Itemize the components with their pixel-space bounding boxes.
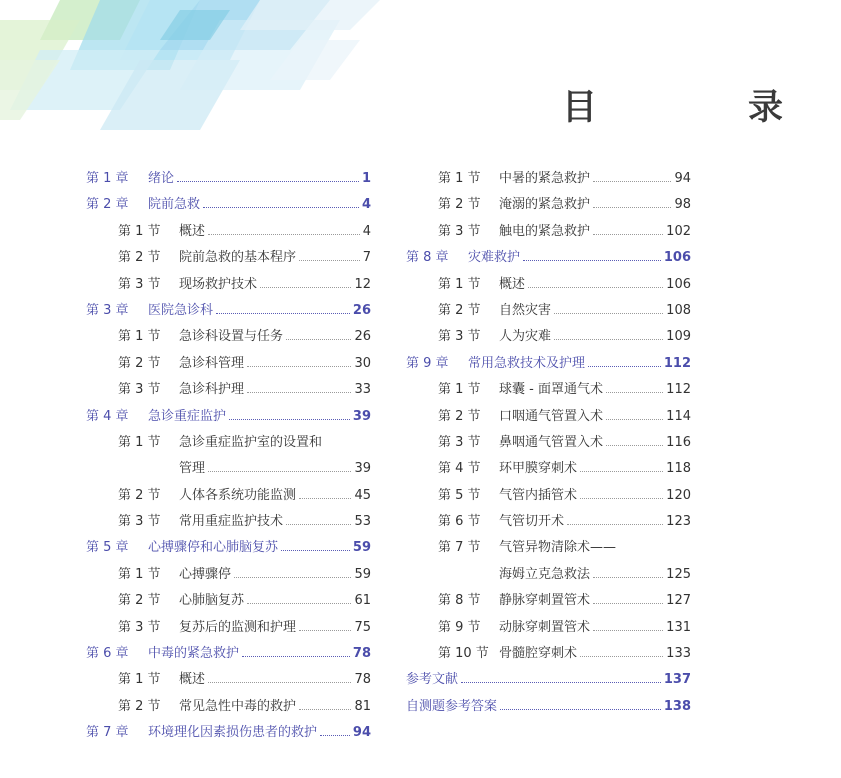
toc-chapter-entry[interactable] <box>86 405 371 431</box>
toc-chapter-entry[interactable] <box>86 721 371 747</box>
toc-section-entry[interactable] <box>406 510 691 536</box>
toc-entry-title: 管理 <box>179 461 206 477</box>
toc-page-number: 112 <box>666 382 691 398</box>
dot-leader <box>523 259 661 261</box>
toc-page-number: 120 <box>666 487 691 503</box>
dot-leader <box>554 338 663 340</box>
toc-entry-title: 绪论 <box>148 171 175 186</box>
dot-leader <box>234 576 351 578</box>
toc-section-entry[interactable] <box>86 510 371 536</box>
dot-leader <box>320 734 350 736</box>
toc-entry-number: 第 1 节 <box>438 276 481 292</box>
toc-entry-number: 第 5 章 <box>86 540 129 556</box>
dot-leader <box>606 391 663 393</box>
toc-entry-label <box>118 616 296 635</box>
toc-page-number: 61 <box>354 593 371 609</box>
toc-entry-title: 现场救护技术 <box>179 276 258 292</box>
toc-page-number: 81 <box>354 698 371 714</box>
toc-entry-number: 第 1 节 <box>438 171 481 186</box>
toc-entry-title: 自测题参考答案 <box>406 698 498 714</box>
toc-entry-number: 第 4 章 <box>86 408 129 424</box>
toc-entry-label <box>406 246 520 265</box>
dot-leader <box>247 602 351 604</box>
toc-page-number: 1 <box>361 171 371 186</box>
toc-entry-number: 第 2 节 <box>438 302 481 318</box>
toc-section-entry[interactable] <box>406 616 691 642</box>
dot-leader <box>299 259 360 261</box>
toc-entry-title: 急诊科护理 <box>179 382 245 398</box>
toc-section-entry[interactable] <box>86 457 371 483</box>
toc-section-entry[interactable] <box>406 642 691 668</box>
toc-entry-label <box>438 431 603 450</box>
toc-page-number: 26 <box>354 329 371 345</box>
toc-entry-label <box>438 510 564 529</box>
toc-section-entry[interactable] <box>406 405 691 431</box>
toc-entry-number: 第 2 节 <box>438 408 481 424</box>
toc-entry-title: 急诊科设置与任务 <box>179 329 284 345</box>
toc-entry-label <box>86 167 174 186</box>
dot-leader <box>286 523 351 525</box>
dot-leader <box>208 233 360 235</box>
toc-entry-label <box>438 273 525 292</box>
toc-section-entry[interactable] <box>406 273 691 299</box>
toc-entry-title: 医院急诊科 <box>148 302 214 318</box>
toc-page-number: 109 <box>666 329 691 345</box>
dot-leader <box>229 418 350 420</box>
toc-entry-number: 第 3 节 <box>118 382 161 398</box>
dot-leader <box>242 655 350 657</box>
toc-entry-number: 第 1 节 <box>118 223 161 239</box>
toc-entry-label <box>118 563 231 582</box>
toc-section-entry[interactable] <box>406 457 691 483</box>
toc-entry-label <box>118 510 283 529</box>
toc-entry-number: 第 6 节 <box>438 514 481 530</box>
toc-entry-label <box>438 220 590 239</box>
dot-leader <box>593 602 663 604</box>
toc-chapter-entry[interactable] <box>86 299 371 325</box>
toc-page-number: 106 <box>663 250 691 266</box>
toc-entry-label <box>118 246 296 265</box>
toc-entry-number: 第 3 节 <box>438 329 481 345</box>
toc-entry-title: 心搏骤停 <box>179 566 232 582</box>
toc-entry-label <box>118 431 322 450</box>
toc-entry-label <box>438 378 603 397</box>
toc-entry-label <box>118 325 283 344</box>
toc-entry-number: 第 10 节 <box>438 646 489 662</box>
toc-section-entry[interactable] <box>86 220 371 246</box>
toc-entry-number: 第 9 节 <box>438 619 481 635</box>
dot-leader <box>580 655 663 657</box>
toc-entry-title: 中毒的紧急救护 <box>148 646 240 662</box>
toc-page-number: 39 <box>352 408 371 424</box>
toc-page-number: 7 <box>362 250 371 266</box>
toc-entry-number: 第 3 节 <box>118 619 161 635</box>
toc-section-entry[interactable] <box>406 563 691 589</box>
toc-page-number: 4 <box>362 223 371 239</box>
toc-page-number: 106 <box>666 276 691 292</box>
toc-entry-label <box>118 484 296 503</box>
toc-page-number: 116 <box>666 434 691 450</box>
toc-section-entry[interactable] <box>406 220 691 246</box>
toc-entry-title: 院前急救 <box>148 197 201 213</box>
dot-leader <box>500 708 661 710</box>
decorative-banner <box>0 0 380 140</box>
toc-entry-number: 第 7 节 <box>438 540 481 556</box>
toc-section-entry[interactable] <box>406 378 691 404</box>
dot-leader <box>554 312 663 314</box>
toc-entry-label <box>438 536 616 555</box>
toc-chapter-entry[interactable] <box>406 352 691 378</box>
toc-entry-title: 概述 <box>179 672 206 688</box>
toc-page-number: 4 <box>361 197 371 213</box>
toc-entry-title: 口咽通气管置入术 <box>499 408 604 424</box>
toc-entry-label <box>118 352 244 371</box>
toc-entry-title: 中暑的紧急救护 <box>499 171 591 186</box>
toc-page-number: 39 <box>354 461 371 477</box>
toc-entry-title: 自然灾害 <box>499 302 552 318</box>
toc-entry-label <box>118 220 205 239</box>
dot-leader <box>260 286 351 288</box>
toc-entry-title: 骨髓腔穿刺术 <box>499 646 578 662</box>
toc-entry-title: 概述 <box>499 276 526 292</box>
toc-section-entry[interactable] <box>86 378 371 404</box>
toc-entry-number: 第 6 章 <box>86 646 129 662</box>
toc-entry-number: 第 3 节 <box>118 276 161 292</box>
toc-page-number: 123 <box>666 514 691 530</box>
toc-page-number: 112 <box>663 355 691 371</box>
toc-entry-title: 人为灾难 <box>499 329 552 345</box>
toc-entry-label <box>118 378 244 397</box>
dot-leader <box>606 444 663 446</box>
toc-section-entry[interactable] <box>86 668 371 694</box>
toc-entry-number: 第 2 节 <box>118 355 161 371</box>
toc-section-entry[interactable] <box>406 193 691 219</box>
toc-entry-number: 第 1 节 <box>438 382 481 398</box>
toc-entry-title: 静脉穿刺置管术 <box>499 593 591 609</box>
toc-entry-number: 第 2 节 <box>118 487 161 503</box>
toc-entry-number: 第 2 节 <box>438 197 481 213</box>
dot-leader <box>567 523 663 525</box>
toc-entry-title: 球囊 - 面罩通气术 <box>499 382 603 398</box>
toc-entry-title: 复苏后的监测和护理 <box>179 619 297 635</box>
toc-section-entry[interactable] <box>406 431 691 457</box>
toc-section-entry[interactable] <box>86 484 371 510</box>
toc-entry-number: 第 5 节 <box>438 487 481 503</box>
toc-entry-label <box>438 589 590 608</box>
dot-leader <box>588 365 661 367</box>
toc-page-number: 94 <box>352 725 371 741</box>
toc-section-entry[interactable] <box>86 273 371 299</box>
toc-section-entry[interactable] <box>86 695 371 721</box>
toc-entry-title: 参考文献 <box>406 672 459 688</box>
toc-entry-number: 第 8 章 <box>406 250 449 266</box>
toc-entry-number: 第 2 节 <box>118 250 161 266</box>
toc-chapter-entry[interactable] <box>86 167 371 193</box>
toc-entry-label <box>86 721 317 740</box>
dot-leader <box>528 286 663 288</box>
toc-entry-label <box>406 668 458 687</box>
toc-entry-label <box>438 616 590 635</box>
dot-leader <box>177 180 359 182</box>
dot-leader <box>247 365 351 367</box>
toc-entry-title: 院前急救的基本程序 <box>179 250 297 266</box>
toc-entry-number: 第 3 章 <box>86 302 129 318</box>
toc-page-number: 138 <box>663 698 691 714</box>
toc-entry-title: 鼻咽通气管置入术 <box>499 434 604 450</box>
page-title: 目 录 <box>562 88 841 128</box>
dot-leader <box>208 681 351 683</box>
toc-entry-label <box>179 457 205 476</box>
toc-section-entry[interactable] <box>86 246 371 272</box>
toc-chapter-entry[interactable] <box>86 536 371 562</box>
toc-section-entry[interactable] <box>86 431 371 457</box>
toc-entry-label <box>438 484 577 503</box>
toc-entry-title: 急诊重症监护 <box>148 408 227 424</box>
toc-section-entry[interactable] <box>406 536 691 562</box>
toc-entry-title: 气管异物清除术—— <box>499 540 617 556</box>
toc-entry-number: 第 1 章 <box>86 171 129 186</box>
toc-entry-number: 第 1 节 <box>118 434 161 450</box>
toc-section-entry[interactable] <box>406 484 691 510</box>
toc-page-number: 102 <box>666 223 691 239</box>
toc-entry-label <box>438 167 590 186</box>
toc-entry-label <box>438 193 590 212</box>
toc-page-number: 75 <box>354 619 371 635</box>
toc-page-number: 78 <box>354 672 371 688</box>
toc-entry-title: 气管内插管术 <box>499 487 578 503</box>
toc-page-number: 108 <box>666 302 691 318</box>
toc-entry-title: 概述 <box>179 223 206 239</box>
toc-appendix-entry[interactable] <box>406 695 691 721</box>
toc-page-number: 137 <box>663 672 691 688</box>
toc-section-entry[interactable] <box>406 299 691 325</box>
dot-leader <box>593 629 663 631</box>
toc-entry-number: 第 2 节 <box>118 593 161 609</box>
toc-chapter-entry[interactable] <box>86 642 371 668</box>
toc-entry-label <box>438 325 551 344</box>
toc-entry-number: 第 1 节 <box>118 566 161 582</box>
toc-entry-label <box>86 193 200 212</box>
toc-entry-label <box>86 299 213 318</box>
toc-entry-number: 第 7 章 <box>86 725 129 741</box>
dot-leader <box>593 576 663 578</box>
toc-entry-title: 常用重症监护技术 <box>179 514 284 530</box>
dot-leader <box>299 629 351 631</box>
toc-section-entry[interactable] <box>86 352 371 378</box>
toc-entry-label <box>438 642 577 661</box>
toc-page-number: 59 <box>352 540 371 556</box>
toc-entry-title: 人体各系统功能监测 <box>179 487 297 503</box>
toc-chapter-entry[interactable] <box>406 246 691 272</box>
toc-entry-title: 环甲膜穿刺术 <box>499 461 578 477</box>
toc-entry-title: 心搏骤停和心肺脑复苏 <box>148 540 279 556</box>
toc-entry-number: 第 9 章 <box>406 355 449 371</box>
toc-page-number: 118 <box>666 461 691 477</box>
toc-entry-label <box>118 589 244 608</box>
toc-entry-title: 灾难救护 <box>468 250 521 266</box>
toc-entry-number: 第 2 章 <box>86 197 129 213</box>
dot-leader <box>461 681 661 683</box>
toc-entry-label <box>499 563 590 582</box>
toc-entry-label <box>118 273 257 292</box>
toc-left-column <box>86 167 371 748</box>
dot-leader <box>580 497 663 499</box>
toc-section-entry[interactable] <box>86 589 371 615</box>
toc-right-column <box>406 167 691 721</box>
toc-entry-number: 第 4 节 <box>438 461 481 477</box>
dot-leader <box>593 180 671 182</box>
toc-page-number: 78 <box>352 646 371 662</box>
toc-entry-number: 第 1 节 <box>118 329 161 345</box>
dot-leader <box>281 549 350 551</box>
dot-leader <box>247 391 351 393</box>
toc-entry-title: 环境理化因素损伤患者的救护 <box>148 725 318 741</box>
toc-entry-label <box>86 642 239 661</box>
toc-entry-number: 第 8 节 <box>438 593 481 609</box>
dot-leader <box>208 470 351 472</box>
toc-page-number: 98 <box>674 197 691 213</box>
toc-entry-label <box>438 405 603 424</box>
dot-leader <box>286 338 351 340</box>
toc-entry-title: 海姆立克急救法 <box>499 566 591 582</box>
toc-chapter-entry[interactable] <box>86 193 371 219</box>
toc-entry-label <box>86 405 226 424</box>
dot-leader <box>580 470 663 472</box>
toc-page-number: 26 <box>352 302 371 318</box>
toc-page-number: 125 <box>666 566 691 582</box>
toc-entry-label <box>438 299 551 318</box>
dot-leader <box>216 312 350 314</box>
toc-entry-title: 心肺脑复苏 <box>179 593 245 609</box>
toc-section-entry[interactable] <box>406 167 691 193</box>
dot-leader <box>299 497 351 499</box>
toc-page-number: 33 <box>354 382 371 398</box>
toc-page-number: 114 <box>666 408 691 424</box>
toc-page-number: 45 <box>354 487 371 503</box>
toc-entry-label <box>118 695 296 714</box>
toc-entry-number: 第 1 节 <box>118 672 161 688</box>
toc-page-number: 127 <box>666 593 691 609</box>
toc-page-number: 53 <box>354 514 371 530</box>
toc-section-entry[interactable] <box>86 325 371 351</box>
toc-entry-label <box>406 352 585 371</box>
toc-page-number: 12 <box>354 276 371 292</box>
toc-page-number: 30 <box>354 355 371 371</box>
toc-entry-title: 触电的紧急救护 <box>499 223 591 239</box>
toc-entry-title: 急诊重症监护室的设置和 <box>179 434 323 450</box>
dot-leader <box>593 206 671 208</box>
toc-entry-title: 气管切开术 <box>499 514 565 530</box>
toc-section-entry[interactable] <box>86 563 371 589</box>
dot-leader <box>299 708 351 710</box>
toc-entry-label <box>438 457 577 476</box>
toc-entry-number: 第 3 节 <box>438 434 481 450</box>
toc-entry-number: 第 3 节 <box>118 514 161 530</box>
toc-entry-title: 常用急救技术及护理 <box>468 355 586 371</box>
dot-leader <box>593 233 663 235</box>
toc-page-number: 133 <box>666 646 691 662</box>
toc-section-entry[interactable] <box>406 325 691 351</box>
toc-section-entry[interactable] <box>86 616 371 642</box>
toc-entry-label <box>118 668 205 687</box>
toc-section-entry[interactable] <box>406 589 691 615</box>
toc-entry-label <box>406 695 497 714</box>
dot-leader <box>606 418 663 420</box>
toc-entry-title: 淹溺的紧急救护 <box>499 197 591 213</box>
toc-entry-number: 第 3 节 <box>438 223 481 239</box>
toc-entry-title: 常见急性中毒的救护 <box>179 698 297 714</box>
toc-page-number: 59 <box>354 566 371 582</box>
toc-appendix-entry[interactable] <box>406 668 691 694</box>
toc-entry-number: 第 2 节 <box>118 698 161 714</box>
toc-entry-title: 动脉穿刺置管术 <box>499 619 591 635</box>
dot-leader <box>203 206 359 208</box>
toc-page-number: 131 <box>666 619 691 635</box>
toc-entry-label <box>86 536 278 555</box>
toc-entry-title: 急诊科管理 <box>179 355 245 371</box>
toc-page-number: 94 <box>674 171 691 186</box>
